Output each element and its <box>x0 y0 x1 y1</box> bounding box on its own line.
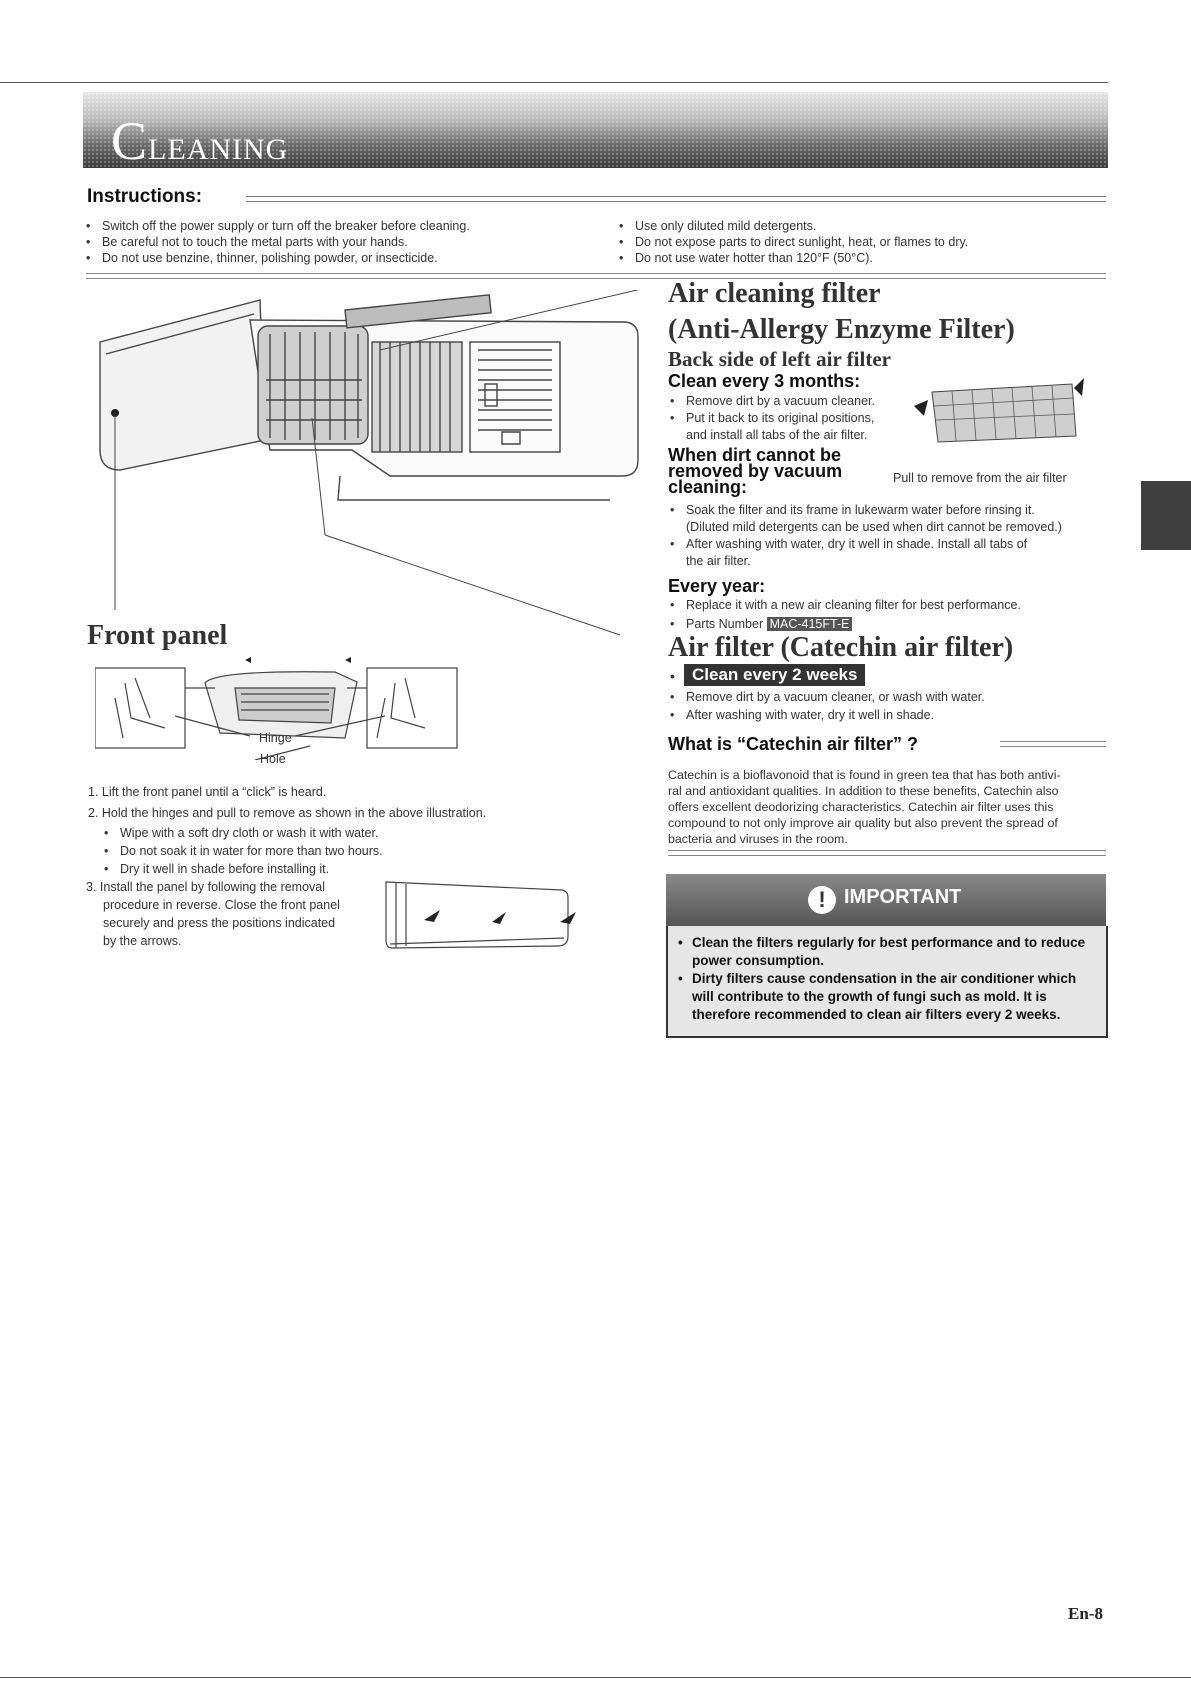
instructions-right-list <box>615 218 1095 266</box>
catechin-divider <box>668 850 1106 856</box>
list-item: • Clean the filters regularly for best performance and to reduce power consumption. <box>668 934 1098 970</box>
list-item: • Remove dirt by a vacuum cleaner. <box>666 393 926 410</box>
list-item: • Dirty filters cause condensation in the air conditioner which will contribute to the growth of fungi such as mold. It is therefore recommended to clean air filters every 2 weeks. <box>668 970 1098 1024</box>
air-cleaning-filter-illustration <box>906 378 1086 446</box>
important-body <box>666 926 1108 1038</box>
list-item: • Be careful not to touch the metal parts with your hands. <box>82 234 602 250</box>
list-item: • Soak the filter and its frame in lukewarm water before rinsing it. (Diluted mild detergents can be used when dirt cannot be removed.) <box>666 502 1106 536</box>
list-item: • Do not soak it in water for more than two hours. <box>100 842 550 860</box>
panel-install-illustration <box>382 876 582 954</box>
hinge-label: Hinge <box>259 731 292 745</box>
chapter-tab <box>1141 481 1191 550</box>
section-title: CLEANING <box>111 111 289 171</box>
bottom-rule <box>0 1677 1191 1678</box>
catechin-description: Catechin is a bioflavonoid that is found in green tea that has both antivi- ral and antioxidant qualities. In addition to these benefits, Catechin also offers excellent deodorizing characteristics. Catechin air filter uses this compound to not only improve air quality but also prevent the spread of bacteria and viruses in the room. <box>668 768 1061 846</box>
important-header <box>666 874 1106 927</box>
catechin-heading: Air filter (Catechin air filter) <box>668 632 1014 663</box>
air-cleaning-heading: Air cleaning filter <box>668 278 881 309</box>
step-2: 2. Hold the hinges and pull to remove as shown in the above illustration. <box>88 806 487 820</box>
important-list <box>668 926 1106 1024</box>
list-item: • After washing with water, dry it well in shade. Install all tabs of the air filter. <box>666 536 1106 570</box>
instructions-left-list <box>82 218 602 266</box>
anti-allergy-heading: (Anti-Allergy Enzyme Filter) <box>668 314 1015 345</box>
list-item: • Put it back to its original positions, <box>666 410 926 427</box>
list-item: • Wipe with a soft dry cloth or wash it with water. <box>100 824 550 842</box>
exclamation-icon: ! <box>808 886 836 914</box>
clean-3-months-list <box>666 393 926 427</box>
front-panel-heading: Front panel <box>87 620 228 651</box>
section-banner <box>83 92 1108 171</box>
clean-3-months-heading: Clean every 3 months: <box>668 371 861 391</box>
list-item: • Parts Number MAC-415FT-E <box>666 615 1106 634</box>
part-number: MAC-415FT-E <box>767 617 853 631</box>
list-item: • Switch off the power supply or turn off the breaker before cleaning. <box>82 218 602 234</box>
hole-label: Hole <box>260 752 286 766</box>
list-item: • Remove dirt by a vacuum cleaner, or wash with water. <box>666 688 1106 706</box>
dirt-heading: When dirt cannot be removed by vacuum cleaning: <box>668 445 843 497</box>
step-3: 3. Install the panel by following the removal procedure in reverse. Close the front panel securely and press the positions indicated by the arrows. <box>86 880 340 948</box>
step-1: 1. Lift the front panel until a “click” is heard. <box>88 785 327 799</box>
list-item: • Replace it with a new air cleaning filter for best performance. <box>666 596 1106 615</box>
clean-every-2-weeks-badge: Clean every 2 weeks <box>684 664 865 686</box>
page-number: En-8 <box>1068 1604 1103 1623</box>
list-item: • Do not use benzine, thinner, polishing powder, or insecticide. <box>82 250 602 266</box>
list-item: • After washing with water, dry it well in shade. <box>666 706 1106 724</box>
air-conditioner-illustration <box>90 290 670 650</box>
every-year-list <box>666 596 1106 634</box>
list-item: • Do not use water hotter than 120°F (50°C). <box>615 250 1095 266</box>
pull-to-remove-label: Pull to remove from the air filter <box>893 471 1067 485</box>
important-title: IMPORTANT <box>844 886 962 908</box>
step-2-list <box>100 824 550 878</box>
top-rule <box>0 82 1108 83</box>
back-side-subheading: Back side of left air filter <box>668 347 891 371</box>
section-divider <box>86 273 1106 279</box>
clean-3-months-cont: and install all tabs of the air filter. <box>686 428 868 442</box>
every-year-heading: Every year: <box>668 576 766 596</box>
dirt-list <box>666 502 1106 570</box>
badge-bullet: • <box>670 668 675 684</box>
catechin-list <box>666 688 1106 724</box>
list-item: • Do not expose parts to direct sunlight, heat, or flames to dry. <box>615 234 1095 250</box>
what-is-rule <box>1000 741 1106 747</box>
instructions-heading: Instructions: <box>87 186 203 207</box>
list-item: • Use only diluted mild detergents. <box>615 218 1095 234</box>
list-item: • Dry it well in shade before installing it. <box>100 860 550 878</box>
what-is-catechin-heading: What is “Catechin air filter” ? <box>668 734 919 754</box>
instructions-rule <box>246 196 1106 202</box>
